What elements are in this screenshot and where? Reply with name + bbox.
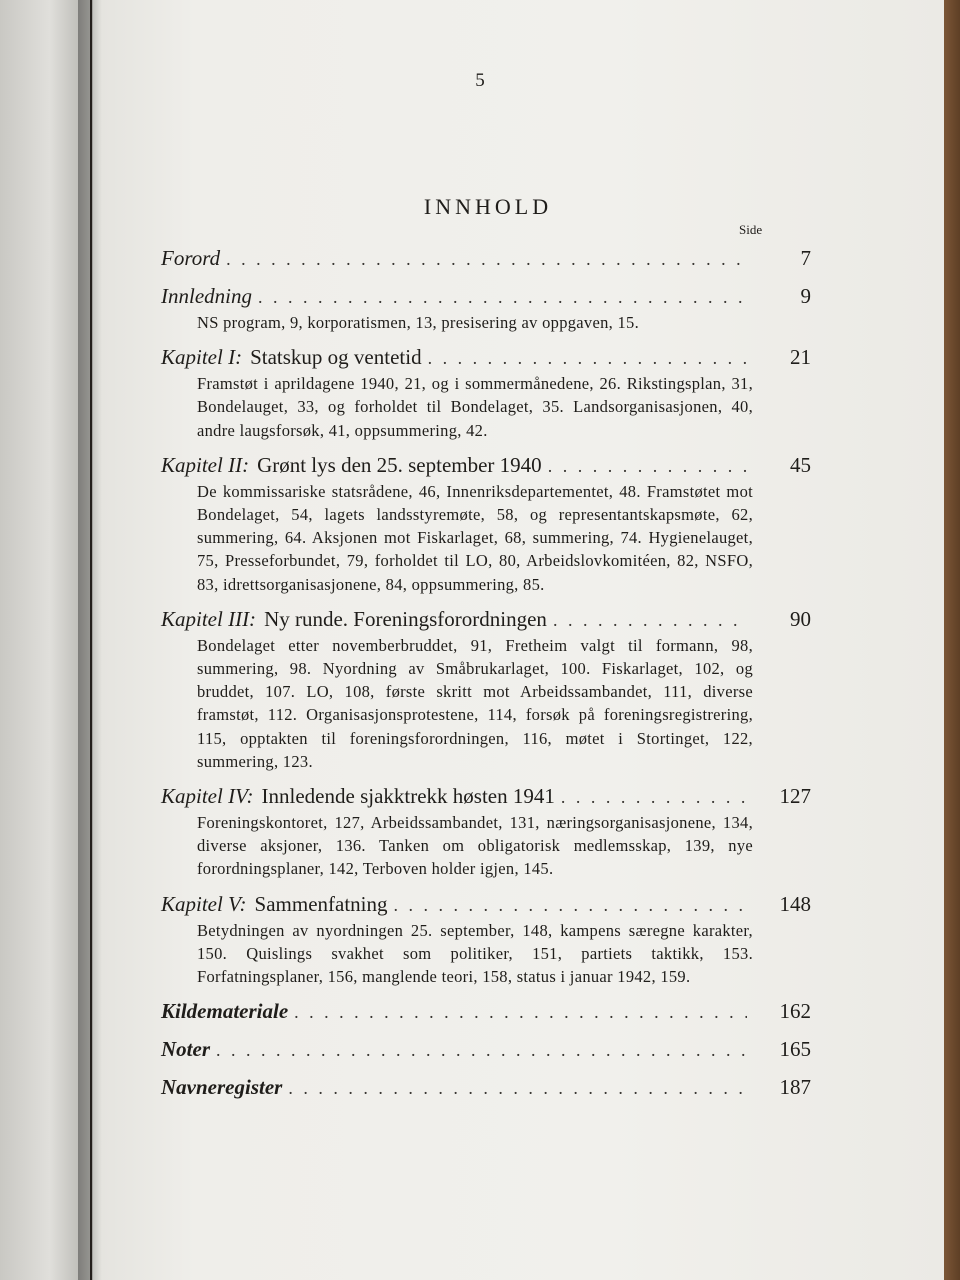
table-of-contents xyxy=(161,244,811,1111)
dot-leader xyxy=(216,1036,747,1064)
toc-entry-kapitel-5 xyxy=(161,890,811,989)
toc-entry-heading xyxy=(161,605,811,634)
book-page xyxy=(92,0,944,1280)
toc-entry-name: Ny runde. Foreningsforordningen xyxy=(264,606,547,631)
toc-entry-kapitel-1 xyxy=(161,343,811,442)
toc-entry-label: Kildemateriale xyxy=(161,999,289,1024)
toc-entry-heading xyxy=(161,244,811,273)
toc-entry-heading xyxy=(161,451,811,480)
toc-entry-page: 187 xyxy=(779,1075,811,1100)
dot-leader xyxy=(553,606,747,634)
toc-entry-name: Sammenfatning xyxy=(254,891,388,916)
dot-leader xyxy=(394,891,747,919)
toc-entry-noter xyxy=(161,1035,811,1064)
dot-leader xyxy=(226,245,747,273)
toc-entry-heading xyxy=(161,1073,811,1102)
toc-entry-page: 90 xyxy=(790,606,811,631)
toc-entry-description: Foreningskontoret, 127, Arbeidssambandet, 131, næringsorganisasjonene, 134, diverse aksjoner, 136. Tanken om obligatorisk medlemsskap, 139, nye forordningsplaner, 142, Terboven holder igjen, 145. xyxy=(197,813,753,879)
toc-entry-page: 148 xyxy=(779,891,811,916)
toc-entry-description: Betydningen av nyordningen 25. september, 148, kampens særegne karakter, 150. Quislings svakhet som politiker, 151, partiets taktikk, 153. Forfatningsplaner, 156, manglende teori, 158, status i januar 1942, 159. xyxy=(197,920,753,987)
toc-entry-label: Noter xyxy=(161,1037,210,1062)
toc-entry-heading xyxy=(161,782,811,811)
dot-leader xyxy=(428,344,747,372)
toc-entry-page: 45 xyxy=(790,452,811,477)
toc-entry-label: Kapitel III: xyxy=(161,606,257,631)
dot-leader xyxy=(561,783,747,811)
toc-entry-label: Innledning xyxy=(161,284,252,308)
toc-entry-name: Innledende sjakktrekk høsten 1941 xyxy=(261,784,555,809)
facing-page-edge xyxy=(0,0,90,1280)
toc-entry-description: Bondelaget etter novemberbruddet, 91, Fretheim valgt til formann, 98, summering, 98. Nyordning av Småbrukarlaget, 100. Fiskarlaget, 102, og bruddet, 107. LO, 108, første skritt mot Arbeidssambandet, 111, diverse framstøt, 112. Organisasjonsprotestene, 114, forsøk på foreningsregistrering, 115, opptakten til foreningsforordningen, 116, møtet i Stortinget, 122, summering, 123. xyxy=(197,635,753,771)
page-title: INNHOLD xyxy=(423,194,553,219)
toc-entry-label: Kapitel I: xyxy=(161,345,243,370)
toc-entry-heading xyxy=(161,890,811,919)
toc-entry-page: 9 xyxy=(800,284,811,308)
toc-entry-label: Navneregister xyxy=(161,1075,283,1100)
toc-entry-label: Kapitel IV: xyxy=(161,784,254,809)
spine-shadow xyxy=(78,0,102,1280)
toc-entry-label: Forord xyxy=(161,246,221,270)
dot-leader xyxy=(548,452,747,480)
toc-entry-heading xyxy=(161,997,811,1026)
toc-entry-heading xyxy=(161,1035,811,1064)
side-column-label: Side xyxy=(739,222,763,237)
toc-entry-name: Statskup og ventetid xyxy=(250,345,422,370)
toc-entry-description: NS program, 9, korporatismen, 13, presisering av oppgaven, 15. xyxy=(197,313,640,332)
dot-leader xyxy=(288,1074,747,1102)
toc-entry-heading xyxy=(161,282,811,311)
dot-leader xyxy=(294,998,747,1026)
toc-entry-page: 165 xyxy=(779,1037,811,1062)
toc-entry-innledning xyxy=(161,282,811,334)
toc-entry-page: 127 xyxy=(779,784,811,809)
toc-entry-heading xyxy=(161,343,811,372)
toc-entry-label: Kapitel V: xyxy=(161,891,247,916)
page-number: 5 xyxy=(475,70,485,91)
toc-entry-label: Kapitel II: xyxy=(161,452,250,477)
toc-entry-kapitel-2 xyxy=(161,451,811,596)
toc-entry-kapitel-3 xyxy=(161,605,811,773)
toc-entry-name: Grønt lys den 25. september 1940 xyxy=(257,452,542,477)
toc-entry-kildemateriale xyxy=(161,997,811,1026)
toc-entry-description: De kommissariske statsrådene, 46, Innenriksdepartementet, 48. Framstøtet mot Bondelaget, 54, lagets landsstyremøte, 58, og representantskapsmøte, 62, summering, 64. Aksjonen mot Fiskarlaget, 68, summering, 74. Hygienelauget, 75, Presseforbundet, 79, forholdet til LO, 80, Arbeidslovkomitéen, 82, NSFO, 83, idrettsorganisasjonene, 84, oppsummering, 85. xyxy=(197,481,753,594)
dot-leader xyxy=(258,283,747,311)
toc-entry-forord xyxy=(161,244,811,273)
toc-entry-kapitel-4 xyxy=(161,782,811,881)
toc-entry-navneregister xyxy=(161,1073,811,1102)
toc-entry-description: Framstøt i aprildagene 1940, 21, og i sommermånedene, 26. Rikstingsplan, 31, Bondelauget, 33, og forholdet til Bondelaget, 35. Landsorganisasjonen, 40, andre laugsforsøk, 41, oppsummering, 42. xyxy=(197,374,753,440)
toc-entry-page: 7 xyxy=(800,246,811,270)
toc-entry-page: 162 xyxy=(779,999,811,1024)
toc-entry-page: 21 xyxy=(790,345,811,370)
